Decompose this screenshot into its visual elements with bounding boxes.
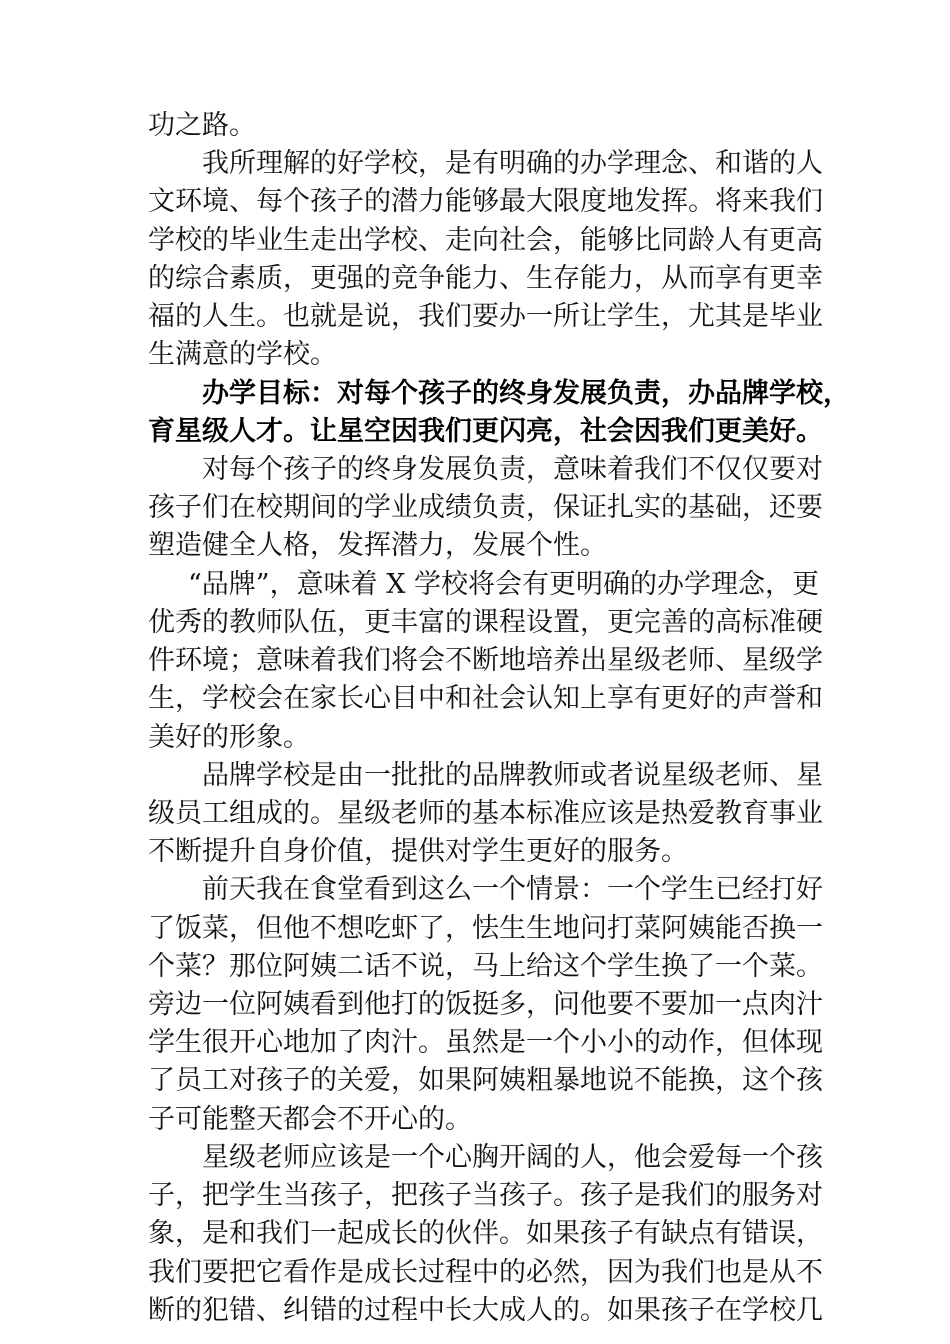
text-line: 象，是和我们一起成长的伙伴。如果孩子有缺点有错误，	[148, 1218, 823, 1250]
text-line: 了饭菜，但他不想吃虾了，怯生生地问打菜阿姨能否换一	[148, 912, 823, 944]
text-line: 我所理解的好学校，是有明确的办学理念、和谐的人	[202, 148, 823, 180]
text-line: 学校的毕业生走出学校、走向社会，能够比同龄人有更高	[148, 224, 823, 256]
text-line: 个菜？那位阿姨二话不说，马上给这个学生换了一个菜。	[148, 950, 823, 982]
goal-statement-line: 育星级人才。让星空因我们更闪亮，社会因我们更美好。	[148, 415, 823, 447]
text-line: 不断提升自身价值，提供对学生更好的服务。	[148, 836, 688, 868]
text-line: 子可能整天都会不开心的。	[148, 1103, 472, 1135]
text-line: 件环境；意味着我们将会不断地培养出星级老师、星级学	[148, 645, 823, 677]
text-line: 对每个孩子的终身发展负责，意味着我们不仅仅要对	[202, 453, 823, 485]
text-line: 优秀的教师队伍，更丰富的课程设置，更完善的高标准硬	[148, 606, 823, 638]
goal-statement-line: 办学目标：对每个孩子的终身发展负责，办品牌学校，	[202, 377, 850, 409]
text-line: 星级老师应该是一个心胸开阔的人，他会爱每一个孩	[202, 1141, 823, 1173]
text-line: 塑造健全人格，发挥潜力，发展个性。	[148, 530, 607, 562]
text-line: 文环境、每个孩子的潜力能够最大限度地发挥。将来我们	[148, 186, 823, 218]
text-line: 孩子们在校期间的学业成绩负责，保证扎实的基础，还要	[148, 492, 823, 524]
text-line: “品牌”，意味着 X 学校将会有更明确的办学理念，更	[188, 568, 819, 600]
text-line: 生，学校会在家长心目中和社会认知上享有更好的声誉和	[148, 683, 823, 715]
text-line: 子，把学生当孩子，把孩子当孩子。孩子是我们的服务对	[148, 1180, 823, 1212]
text-line: 了员工对孩子的关爱，如果阿姨粗暴地说不能换，这个孩	[148, 1065, 823, 1097]
text-line: 品牌学校是由一批批的品牌教师或者说星级老师、星	[202, 759, 823, 791]
text-line: 福的人生。也就是说，我们要办一所让学生，尤其是毕业	[148, 301, 823, 333]
text-line: 我们要把它看作是成长过程中的必然，因为我们也是从不	[148, 1256, 823, 1288]
text-line: 生满意的学校。	[148, 339, 337, 371]
text-line: 功之路。	[148, 110, 256, 141]
text-line: 的综合素质，更强的竞争能力、生存能力，从而享有更幸	[148, 262, 823, 294]
text-line: 级员工组成的。星级老师的基本标准应该是热爱教育事业	[148, 797, 823, 829]
text-line: 学生很开心地加了肉汁。虽然是一个小小的动作，但体现	[148, 1027, 823, 1059]
text-line: 美好的形象。	[148, 721, 310, 753]
text-line: 旁边一位阿姨看到他打的饭挺多，问他要不要加一点肉汁	[148, 989, 823, 1021]
text-line: 前天我在食堂看到这么一个情景：一个学生已经打好	[202, 874, 823, 906]
text-line: 断的犯错、纠错的过程中长大成人的。如果孩子在学校几	[148, 1294, 823, 1326]
